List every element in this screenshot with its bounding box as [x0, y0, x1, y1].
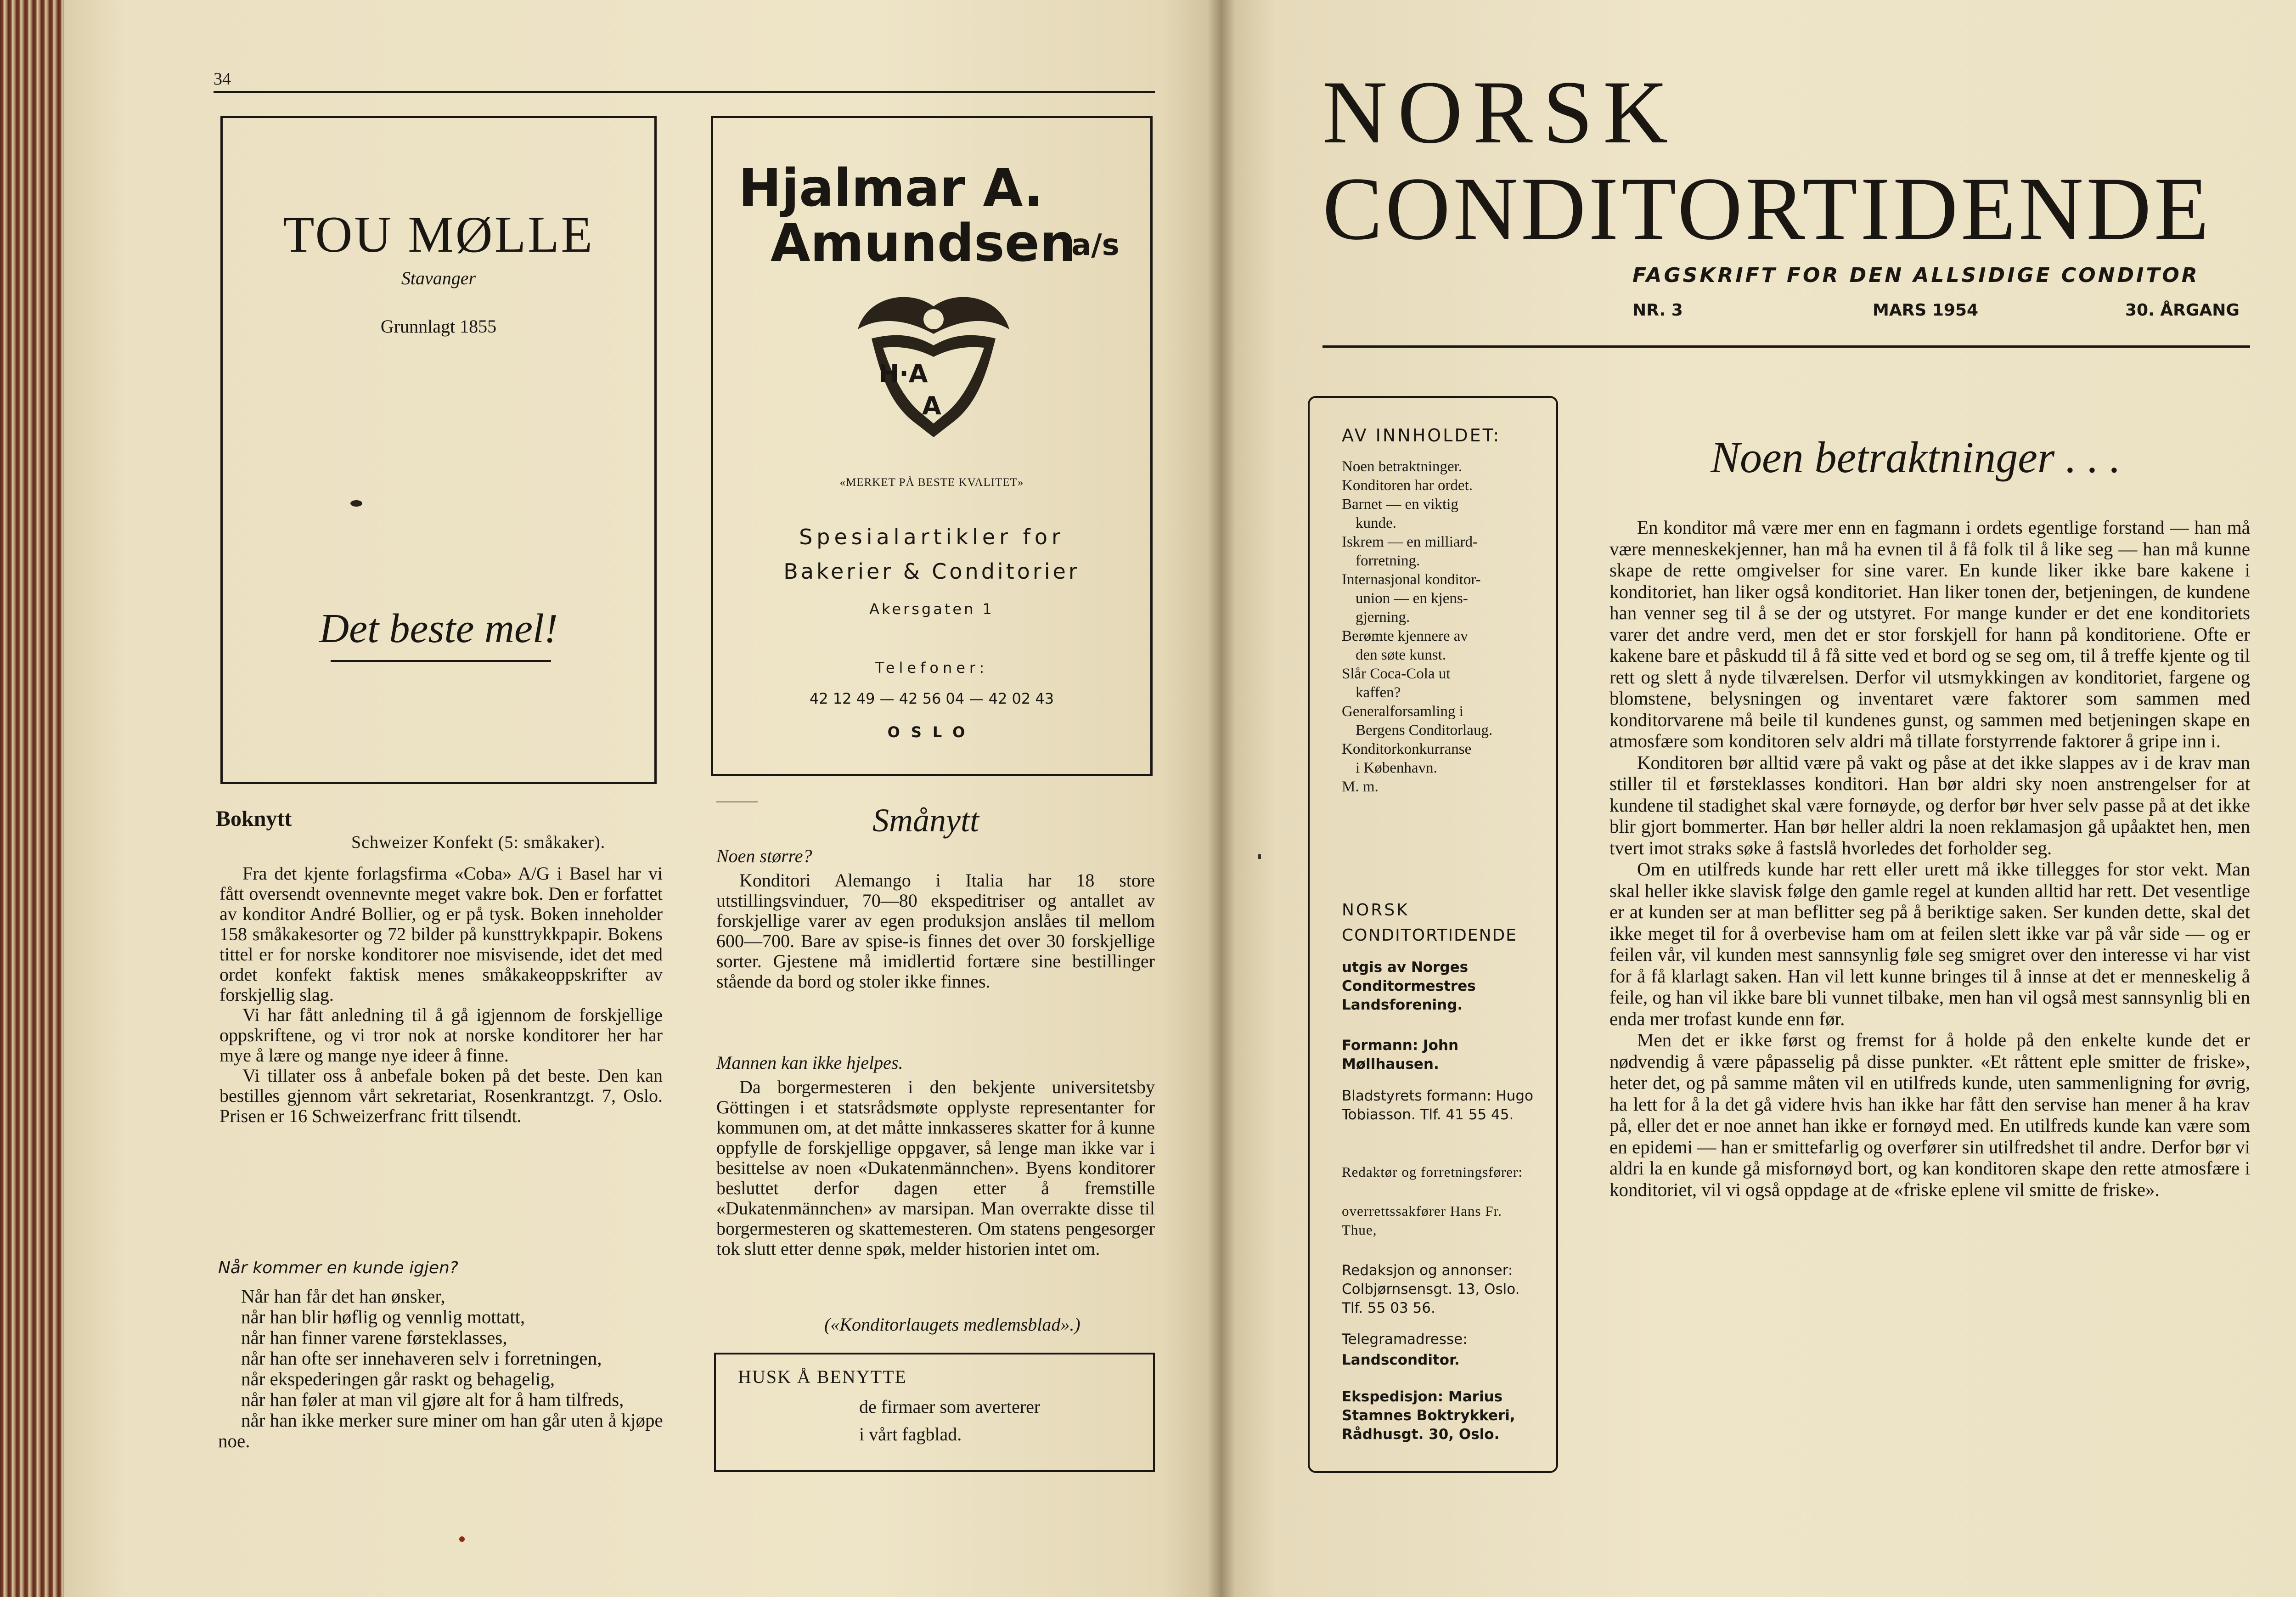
colophon-telegram-label: Telegramadresse: — [1342, 1331, 1468, 1348]
ad-hjalmar-suffix: a/s — [1071, 228, 1120, 262]
boknytt-paragraph: Vi har fått anledning til å gå igjennom de forskjellige oppskriftene, og vi tror nok at norske konditorer her har mye å lære og mange nye ideer å finne. — [219, 1004, 663, 1066]
article-body — [1609, 517, 2250, 1200]
toc-item: gjerning. — [1356, 609, 1410, 626]
haa-logo-letter-a: A — [922, 391, 941, 420]
masthead-rule — [1322, 345, 2250, 348]
smanytt-item2-paragraph: Da borgermesteren i den bekjente universitetsby Göttingen i et statsrådsmøte opplyste representanter for kommunen om, at det måtte innkasseres skatter for å kunne oppfylle de forskjellige oppgaver, så lenge man ikke var i besittelse av noen «Dukatenmännchen». Byens konditorer besluttet derfor dagen etter å fremstille «Dukatenmännchen» av marsipan. Man overrakte disse til borgermesteren og skattemesteren. Om statens pengesorger tok slutt etter denne spøk, melder historien intet om. — [716, 1077, 1155, 1259]
ad-tou-mark — [350, 500, 362, 507]
kunde-line: når han blir høflig og vennlig mottatt, — [241, 1306, 525, 1327]
issue-number: NR. 3 — [1632, 301, 1683, 320]
kunde-line: når han finner varene førsteklasses, — [241, 1327, 507, 1348]
toc-item: Barnet — en viktig — [1342, 496, 1458, 513]
smanytt-item2-source: («Konditorlaugets medlemsblad».) — [824, 1314, 1080, 1335]
toc-item: Internasjonal konditor- — [1342, 571, 1481, 588]
colophon-expedition: Ekspedisjon: Marius Stamnes Boktrykkeri, Rådhusgt. 30, Oslo. — [1342, 1388, 1515, 1443]
smanytt-top-rule — [716, 801, 758, 802]
masthead-subtitle: FAGSKRIFT FOR DEN ALLSIDIGE CONDITOR — [1632, 264, 2200, 287]
husk-box — [714, 1353, 1155, 1472]
kunde-line: når ekspederingen går raskt og behagelig, — [241, 1368, 555, 1389]
husk-line-3: i vårt fagblad. — [859, 1424, 962, 1445]
ad-hjalmar-amundsen — [711, 116, 1153, 776]
husk-line-1: HUSK Å BENYTTE — [738, 1366, 907, 1387]
book-gutter — [1208, 0, 1235, 1597]
toc-item: den søte kunst. — [1356, 647, 1446, 663]
toc-item: Konditorkonkurranse — [1342, 741, 1472, 757]
colophon-chair: Formann: John Møllhausen. — [1342, 1037, 1459, 1072]
toc-item: kunde. — [1356, 515, 1396, 531]
smanytt-item2-heading: Mannen kan ikke hjelpes. — [716, 1052, 903, 1073]
kunde-lines — [218, 1286, 666, 1451]
ad-hjalmar-address: Akersgaten 1 — [869, 600, 994, 618]
kunde-line: når han ofte ser innehaveren selv i forretningen, — [241, 1348, 602, 1369]
issue-date: MARS 1954 — [1873, 301, 1979, 320]
kunde-line: Når han får det han ønsker, — [241, 1286, 445, 1307]
article-paragraph: En konditor må være mer enn en fagmann i ordets egentlige forstand — han må være menneskekjenner, han må ha evnen til å få folk til å like seg — han må kunne skape de rette omgivelser for sine varer. En kunde liker ikke bare kakene i konditoriet, han liker også konditoriet. Han liker tonen der, betjeningen, de kundene han venner seg til å se der og utstyret. For mange kunder er det ene konditoriets varer det andre verd, men det er stor forskjell for hann på konditoriene. Ofte er kakene bare et påskudd til å få sitte ved et bord og se seg om, til å treffe kjente og til rett og slett å nyde tilværelsen. Derfor vil utsmykkingen av konditoriet, fargene og blomstene, belysningen og inventaret være faktorer som sammen med konditorvarene må beile til kundenes gunst, og sammen med betjeningen skape en atmosfære som konditoren selv aldri må tillate forstyrrende faktorer å gripe inn i. — [1609, 517, 2250, 751]
toc-item: Konditoren har ordet. — [1342, 477, 1473, 494]
boknytt-paragraph: Fra det kjente forlagsfirma «Coba» A/G i Basel har vi fått oversendt ovennevnte meget vakre bok. Den er forfattet av konditor André Bollier, og er på tysk. Boken inneholder 158 småkakesorter og 72 bilder på kunsttrykkpapir. Bokens tittel er for norske konditorer noe misvisende, idet det med ordet konfekt faktisk menes småkakeoppskrifter av forskjellig slag. — [219, 863, 663, 1005]
smanytt-item2-text — [716, 1077, 1155, 1259]
toc-item: Bergens Conditorlaug. — [1356, 722, 1493, 739]
ad-tou-slogan: Det beste mel! — [319, 606, 558, 651]
ad-tou-founded: Grunnlagt 1855 — [380, 316, 497, 337]
boknytt-body — [219, 863, 663, 1126]
ad-hjalmar-specialty-2: Bakerier & Conditorier — [783, 559, 1080, 584]
ad-tou-title: TOU MØLLE — [283, 206, 594, 263]
ad-hjalmar-motto: «MERKET PÅ BESTE KVALITET» — [839, 476, 1024, 489]
kunde-heading: Når kommer en kunde igjen? — [218, 1258, 458, 1277]
toc-box — [1308, 396, 1558, 1473]
ad-hjalmar-phones-label: Telefoner: — [875, 659, 989, 677]
issue-volume: 30. ÅRGANG — [2125, 301, 2240, 320]
toc-item: Berømte kjennere av — [1342, 628, 1468, 644]
smanytt-heading: Smånytt — [872, 802, 979, 839]
ad-hjalmar-name-1: Hjalmar A. — [738, 158, 1043, 218]
kunde-line: når han føler at man vil gjøre alt for å ham tilfreds, — [241, 1389, 624, 1410]
colophon-title-2: CONDITORTIDENDE — [1342, 926, 1517, 945]
smanytt-item1-text — [716, 870, 1155, 992]
toc-item: Iskrem — en milliard- — [1342, 534, 1478, 550]
boknytt-paragraph: Vi tillater oss å anbefale boken på det beste. Den kan bestilles gjennom vårt sekretariat, Rosenkrantzgt. 7, Oslo. Prisen er 16 Schweizerfranc fritt tilsendt. — [219, 1065, 663, 1126]
masthead-line-2: CONDITORTIDENDE — [1322, 159, 2212, 259]
toc-item: forretning. — [1356, 553, 1420, 569]
ad-hjalmar-name-2: Amundsen — [771, 214, 1076, 273]
page-number: 34 — [214, 69, 231, 89]
toc-item: M. m. — [1342, 779, 1379, 795]
article-paragraph: Konditoren bør alltid være på vakt og påse at det ikke slappes av i de krav man stiller til et førsteklasses konditori. Han bør aldri sky noen anstrengelser for at kundene til stadighet skal være fornøyde, og derfor bør hver selv passe på at det ikke blir gjort bommerter. Han bør heller aldri la noen reklamasjon gå upåaktet hen, men tvert imot straks søke å fastslå hvorledes det forholder seg. — [1609, 751, 2250, 858]
book-binding-edge — [0, 0, 64, 1597]
toc-list — [1342, 457, 1535, 796]
toc-item: i København. — [1356, 760, 1437, 776]
paper-speck — [1258, 854, 1261, 859]
toc-item: kaffen? — [1356, 684, 1401, 701]
article-paragraph: Men det er ikke først og fremst for å holde på den enkelte kunde det er nødvendig å være påpasselig på disse punkter. «Et råttent eple smitter de friske», heter det, og på samme måten vil en utilfreds kunde, uten sammenligning for øvrig, ha lett for å la det gå videre hvis han ikke har fått den servise han mener å ha krav på, eller det er noe annet han ikke er fornøyd med. En utilfreds kunde kan være som en epidemi — han er smittefarlig og overfører sin utilfredshet til andre. Derfor bør vi aldri la en kunde gå misfornøyd bort, og kan konditoren skape den rette atmosfære i konditoriet, vil vi også oppdage at de «friske eplene vil smitte de friske». — [1609, 1029, 2250, 1200]
header-rule — [214, 91, 1155, 93]
ad-hjalmar-phones: 42 12 49 — 42 56 04 — 42 02 43 — [809, 690, 1054, 707]
masthead-line-1: NORSK — [1322, 62, 1678, 162]
article-paragraph: Om en utilfreds kunde har rett eller urett må ikke tillegges for stor vekt. Man skal heller ikke slavisk følge den gamle regel at kunden alltid har rett. Det vesentlige er at kunden ser at man beflitter seg på å beriktige saken. Ser kunden dette, skal det ikke meget til for å overbevise ham om at feilen slett ikke var på vår side — og er feilen vår, vil kunden mest sannsynlig føle seg smigret over den interesse vi har vist for å få klarlagt saken. Han vil lett kunne bringes til å innse at det er menneskelig å feile, og han vil ikke bare bli vunnet tilbake, men han vil også mest sannsynlig bli en enda mer trofast kunde enn før. — [1609, 858, 2250, 1029]
ad-tou-molle — [220, 116, 657, 784]
ad-hjalmar-specialty-1: Spesialartikler for — [799, 525, 1064, 549]
toc-heading: AV INNHOLDET: — [1342, 425, 1501, 446]
colophon-telegram: Landsconditor. — [1342, 1352, 1460, 1368]
boknytt-subheading: Schweizer Konfekt (5: småkaker). — [351, 833, 606, 852]
colophon-publisher: utgis av Norges Conditormestres Landsforening. — [1342, 959, 1476, 1013]
article-title: Noen betraktninger . . . — [1711, 433, 2121, 482]
toc-item: Slår Coca-Cola ut — [1342, 666, 1451, 682]
colophon-editor-label: Redaktør og forretningsfører: — [1342, 1164, 1523, 1180]
colophon-editor: overrettssakfører Hans Fr. Thue, — [1342, 1203, 1502, 1238]
paper-speck — [459, 1536, 465, 1542]
colophon-title-1: NORSK — [1342, 901, 1409, 920]
smanytt-item1-heading: Noen større? — [716, 846, 812, 866]
boknytt-heading: Boknytt — [216, 807, 292, 831]
colophon-board-chair: Bladstyrets formann: Hugo Tobiasson. Tlf. 41 55 45. — [1342, 1088, 1533, 1123]
haa-logo-letters: H·A — [878, 359, 928, 388]
toc-item: Generalforsamling i — [1342, 703, 1463, 720]
kunde-line: når han ikke merker sure miner om han går uten å kjøpe noe. — [218, 1410, 663, 1451]
ad-hjalmar-city: OSLO — [887, 723, 976, 741]
colophon-office: Redaksjon og annonser: Colbjørnsensgt. 13, Oslo. Tlf. 55 03 56. — [1342, 1262, 1520, 1316]
husk-line-2: de firmaer som averterer — [859, 1396, 1041, 1417]
smanytt-item1-paragraph: Konditori Alemango i Italia har 18 store utstillingsvinduer, 70—80 ekspeditriser og antallet av forskjellige varer av egen produksjon anslåes til mellom 600—700. Bare av spise-is finnes det over 30 forskjellige sorter. Gjestene må imidlertid fortære sine bestillinger stående da bord og stoler ikke finnes. — [716, 870, 1155, 992]
ad-tou-slogan-underline — [331, 660, 551, 662]
toc-item: Noen betraktninger. — [1342, 458, 1463, 475]
toc-item: union — en kjens- — [1356, 590, 1468, 607]
ad-tou-city: Stavanger — [401, 268, 476, 288]
